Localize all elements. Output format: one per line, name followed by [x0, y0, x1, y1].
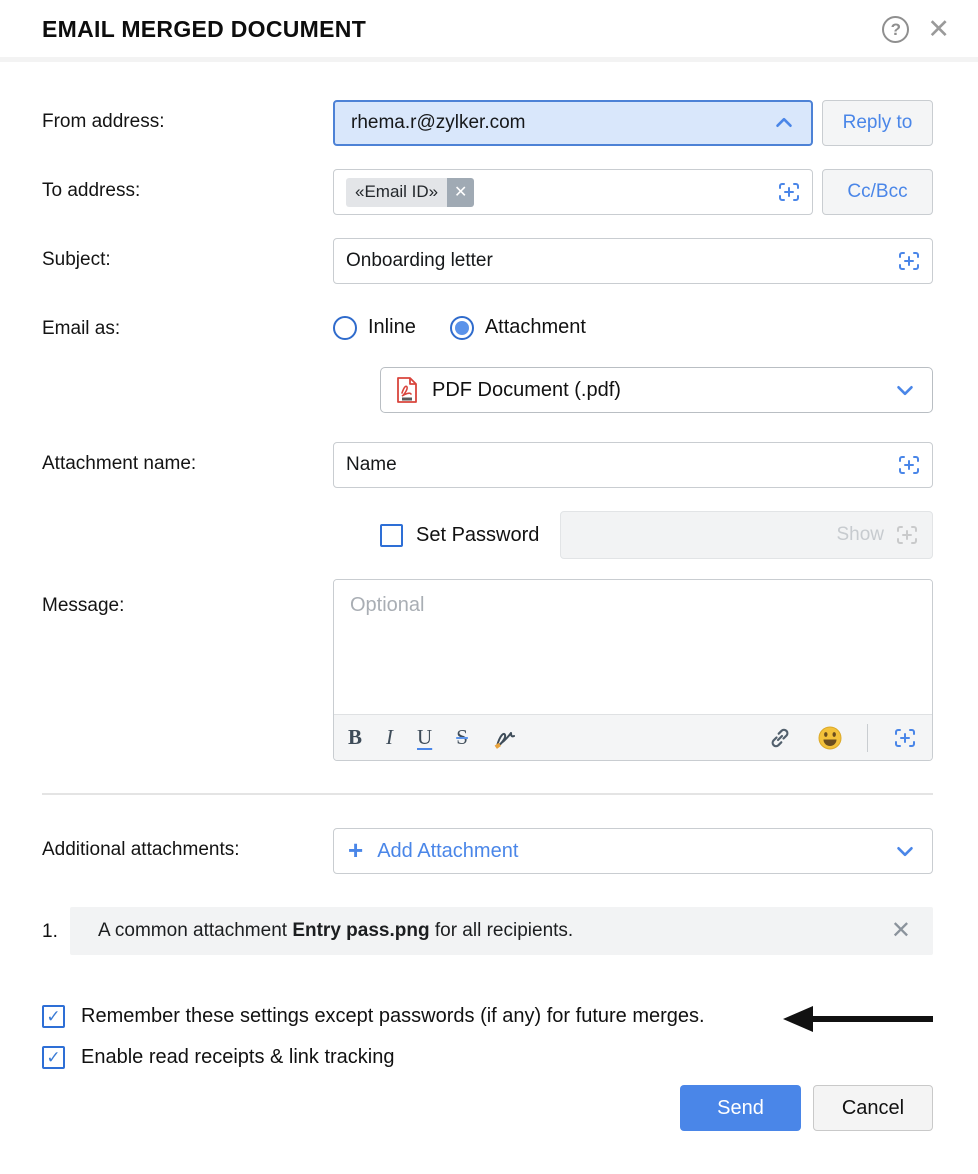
close-icon[interactable]: ✕ — [927, 14, 950, 44]
from-address-label: From address: — [42, 111, 165, 132]
to-address-row — [42, 169, 933, 215]
subject-input[interactable] — [333, 238, 933, 284]
radio-attachment[interactable] — [450, 316, 586, 340]
help-icon[interactable]: ? — [882, 16, 909, 43]
from-address-row — [42, 100, 933, 146]
reply-to-button[interactable] — [822, 100, 933, 146]
plus-icon: + — [348, 835, 364, 865]
remember-settings-label: Remember these settings except passwords (if any) for future merges. — [81, 1005, 705, 1027]
format-row — [42, 367, 933, 413]
remember-settings-checkbox[interactable]: ✓ — [42, 1005, 65, 1028]
dialog-footer — [680, 1085, 933, 1131]
add-attachment-label: Add Attachment — [377, 839, 519, 862]
merge-field-icon[interactable] — [892, 725, 918, 751]
chevron-down-icon — [892, 377, 918, 403]
attachment-text-before: A common attachment — [98, 920, 293, 941]
read-receipts-checkbox[interactable]: ✓ — [42, 1046, 65, 1069]
read-receipts-label: Enable read receipts & link tracking — [81, 1046, 395, 1068]
show-password-label: Show — [836, 524, 884, 545]
attachment-filename: Entry pass.png — [292, 920, 430, 941]
radio-inline[interactable] — [333, 316, 416, 340]
message-toolbar — [334, 714, 932, 760]
dialog-title: EMAIL MERGED DOCUMENT — [42, 16, 367, 42]
chip-remove-icon[interactable]: ✕ — [447, 178, 474, 207]
to-address-input[interactable] — [333, 169, 813, 215]
message-row — [42, 579, 933, 761]
message-editor — [333, 579, 933, 761]
subject-value: Onboarding letter — [346, 250, 493, 271]
cancel-button[interactable]: Cancel — [813, 1085, 933, 1131]
radio-inline-label: Inline — [368, 316, 416, 338]
ccbcc-button[interactable] — [822, 169, 933, 215]
ccbcc-label: Cc/Bcc — [847, 181, 908, 202]
message-textarea[interactable] — [334, 580, 932, 709]
attachment-format-select[interactable] — [380, 367, 933, 413]
chevron-up-icon — [771, 110, 797, 136]
attachment-name-value: Name — [346, 454, 397, 475]
attachment-item — [42, 907, 933, 955]
set-password-label: Set Password — [416, 523, 540, 546]
link-icon[interactable] — [767, 725, 793, 751]
set-password-row — [42, 511, 933, 559]
chevron-down-icon — [892, 838, 918, 864]
merge-field-icon[interactable] — [776, 179, 802, 205]
read-receipts-option — [42, 1046, 933, 1069]
toolbar-divider — [867, 724, 868, 752]
from-address-value: rhema.r@zylker.com — [351, 112, 526, 133]
arrow-tail — [809, 1016, 933, 1022]
email-id-chip-label: «Email ID» — [346, 178, 447, 207]
additional-attachments-label: Additional attachments: — [42, 839, 240, 860]
attachment-text-after: for all recipients. — [429, 920, 574, 941]
email-id-chip — [346, 178, 474, 207]
annotation-arrow — [783, 1008, 933, 1030]
underline-icon[interactable]: U — [417, 725, 433, 749]
signature-icon[interactable] — [492, 725, 518, 751]
send-button[interactable]: Send — [680, 1085, 801, 1131]
attachment-index: 1. — [42, 921, 58, 942]
radio-attachment-label: Attachment — [484, 316, 586, 338]
set-password-checkbox[interactable] — [380, 524, 403, 547]
message-label: Message: — [42, 595, 125, 616]
password-input-disabled — [560, 511, 933, 559]
attachment-name-row — [42, 442, 933, 488]
attachment-list — [0, 907, 978, 955]
strikethrough-icon[interactable]: S — [456, 725, 468, 749]
add-attachment-button[interactable] — [333, 828, 933, 874]
radio-inline-control[interactable] — [333, 316, 357, 340]
options-section — [0, 1005, 978, 1069]
bold-icon[interactable]: B — [348, 725, 363, 749]
email-as-label: Email as: — [42, 318, 121, 339]
merge-field-icon-disabled — [894, 522, 920, 548]
attachment-name-input[interactable] — [333, 442, 933, 488]
to-address-label: To address: — [42, 180, 141, 201]
emoji-icon[interactable] — [817, 725, 843, 751]
subject-row — [42, 238, 933, 284]
additional-attachments-row — [42, 828, 933, 874]
remember-settings-option — [42, 1005, 933, 1028]
remove-attachment-icon[interactable]: ✕ — [890, 917, 911, 944]
attachment-format-value: PDF Document (.pdf) — [432, 378, 621, 401]
from-address-select[interactable] — [333, 100, 813, 146]
radio-attachment-control[interactable] — [450, 316, 474, 340]
merge-field-icon[interactable] — [896, 248, 922, 274]
pdf-icon — [395, 376, 419, 404]
email-as-row — [42, 307, 933, 340]
attachment-summary — [70, 907, 933, 955]
section-divider — [42, 793, 933, 795]
italic-icon[interactable]: I — [386, 725, 394, 749]
attachment-name-label: Attachment name: — [42, 453, 197, 474]
merge-field-icon[interactable] — [896, 452, 922, 478]
subject-label: Subject: — [42, 249, 111, 270]
dialog-header — [0, 0, 978, 62]
reply-to-label: Reply to — [842, 112, 913, 133]
